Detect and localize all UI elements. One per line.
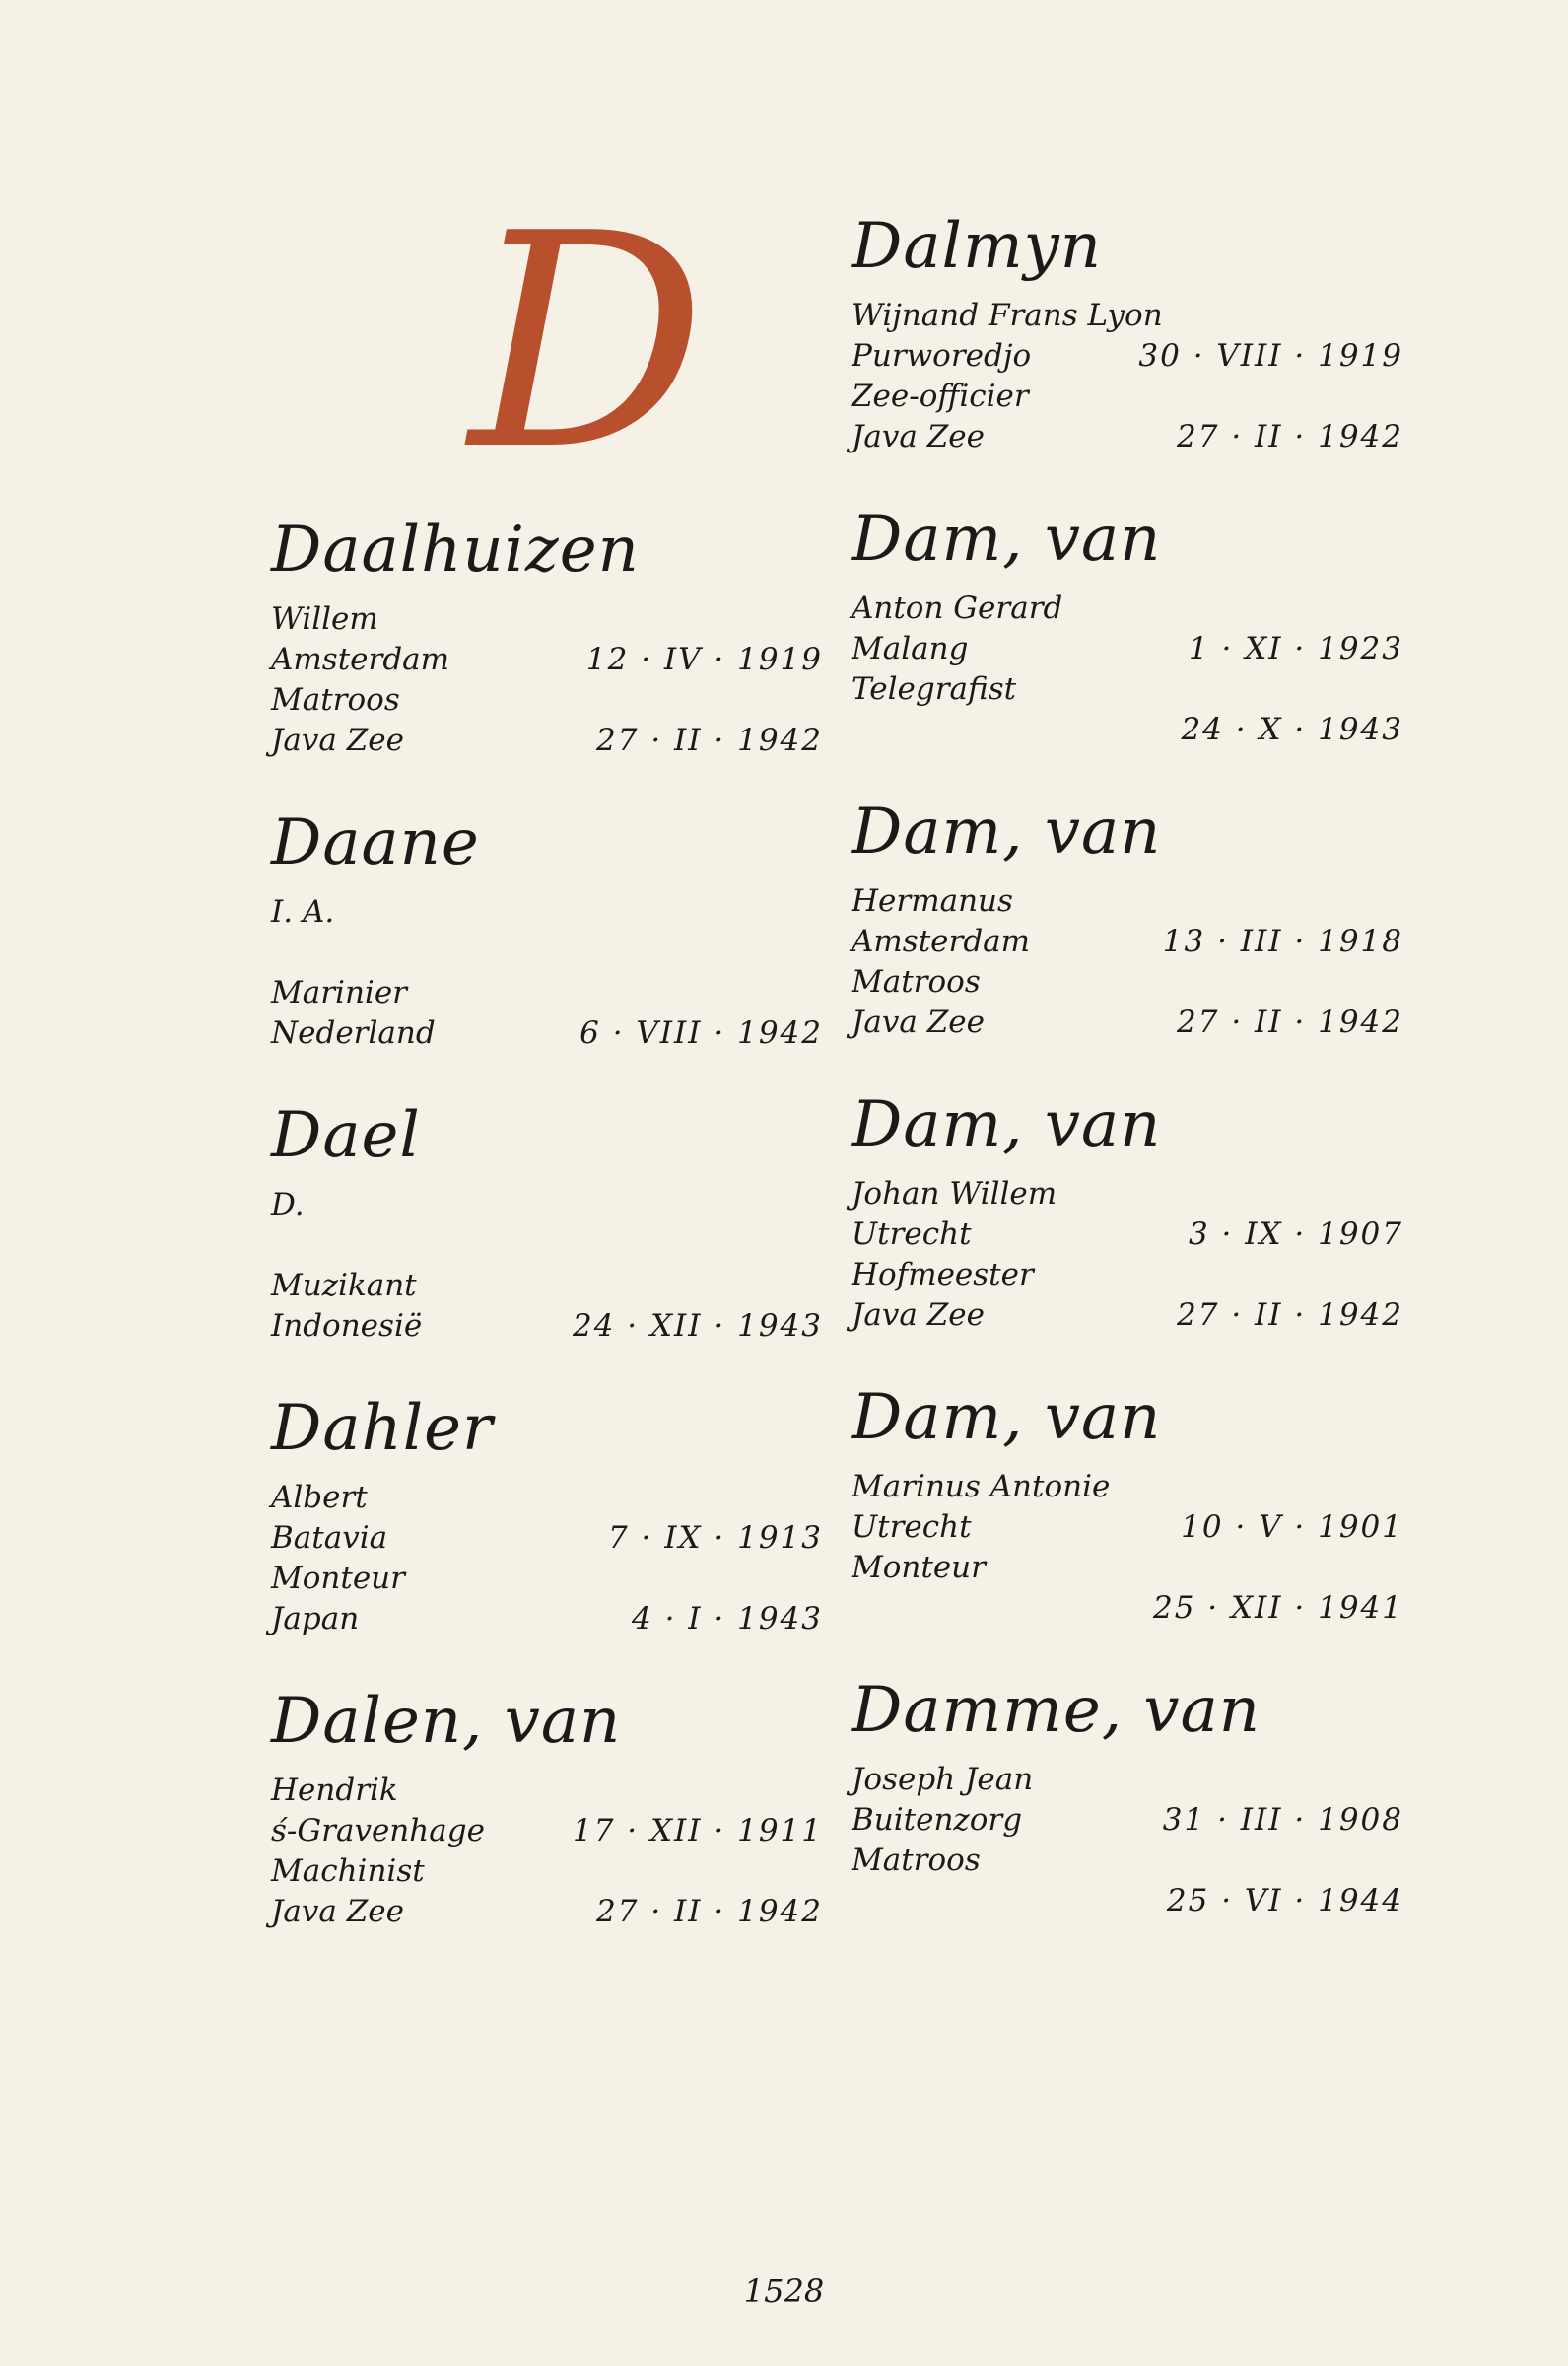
deathdate: 4 · I · 1943	[632, 1601, 823, 1636]
occupation-line	[852, 1255, 1403, 1295]
birthdate: 12 · IV · 1919	[585, 642, 823, 677]
given-names: I. A.	[271, 894, 335, 930]
deathplace: Java Zee	[852, 1005, 985, 1040]
occupation-line	[271, 680, 823, 721]
occupation-line	[852, 1841, 1403, 1881]
given-names-line	[271, 892, 823, 933]
name-entry	[852, 1083, 1403, 1376]
surname: Dael	[271, 1099, 421, 1172]
birthplace: ś-Gravenhage	[271, 1813, 485, 1848]
death-line	[852, 1295, 1403, 1336]
deathdate: 25 · XII · 1941	[1152, 1590, 1403, 1626]
deathplace: Java Zee	[852, 1297, 985, 1333]
given-names-line	[852, 1760, 1403, 1800]
death-line	[271, 721, 823, 761]
occupation: Hofmeester	[852, 1257, 1034, 1292]
surname: Dalen, van	[271, 1685, 622, 1758]
birth-line	[271, 1811, 823, 1851]
birth-line	[271, 1225, 823, 1266]
given-names: Joseph Jean	[852, 1762, 1034, 1797]
birthdate: 10 · V · 1901	[1181, 1509, 1403, 1545]
death-line	[271, 1013, 823, 1054]
name-entry	[271, 1387, 823, 1680]
birth-line	[271, 1518, 823, 1559]
deathplace: Java Zee	[271, 1894, 404, 1929]
given-names-line	[852, 296, 1403, 336]
birthplace: Batavia	[271, 1520, 388, 1556]
occupation-line	[852, 1548, 1403, 1588]
name-entry	[271, 1680, 823, 1973]
deathdate: 25 · VI · 1944	[1166, 1883, 1403, 1918]
given-names: Anton Gerard	[852, 591, 1063, 626]
birthplace: Buitenzorg	[852, 1802, 1023, 1838]
given-names: Hermanus	[852, 883, 1013, 919]
given-names-line	[852, 1174, 1403, 1215]
occupation: Matroos	[852, 1843, 981, 1878]
name-entry	[271, 801, 823, 1094]
occupation: Zee-officier	[852, 379, 1029, 414]
birth-line	[852, 629, 1403, 669]
birthplace: Utrecht	[852, 1509, 972, 1545]
name-entry	[852, 791, 1403, 1083]
occupation-line	[852, 962, 1403, 1003]
death-line	[852, 417, 1403, 457]
birthplace: Purworedjo	[852, 338, 1032, 374]
surname: Dahler	[271, 1392, 494, 1465]
name-entry	[271, 1094, 823, 1387]
right-column	[852, 205, 1403, 1962]
page-number: 1528	[743, 2272, 825, 2310]
birth-line	[271, 933, 823, 973]
death-line	[852, 1881, 1403, 1921]
given-names: D.	[271, 1187, 305, 1222]
birth-line	[271, 640, 823, 680]
surname: Daalhuizen	[271, 514, 640, 587]
deathdate: 27 · II · 1942	[596, 723, 823, 758]
given-names-line	[852, 1467, 1403, 1507]
deathplace: Indonesië	[271, 1308, 423, 1344]
birth-line	[852, 1507, 1403, 1548]
occupation-line	[271, 1851, 823, 1892]
occupation-line	[271, 1266, 823, 1306]
given-names-line	[271, 1478, 823, 1518]
deathdate: 27 · II · 1942	[1177, 1005, 1403, 1040]
birthdate: 1 · XI · 1923	[1188, 631, 1403, 666]
deathplace: Java Zee	[852, 419, 985, 454]
occupation: Telegrafist	[852, 671, 1017, 707]
name-entry	[852, 205, 1403, 498]
surname: Dam, van	[852, 1088, 1162, 1161]
occupation: Monteur	[852, 1550, 986, 1585]
occupation-line	[852, 669, 1403, 710]
deathplace: Japan	[271, 1601, 360, 1636]
given-names: Wijnand Frans Lyon	[852, 298, 1163, 333]
given-names: Hendrik	[271, 1773, 398, 1808]
death-line	[271, 1599, 823, 1639]
given-names-line	[852, 589, 1403, 629]
deathdate: 6 · VIII · 1942	[579, 1015, 823, 1051]
surname: Dalmyn	[852, 210, 1102, 283]
name-entry	[852, 498, 1403, 791]
name-entry	[852, 1376, 1403, 1669]
name-entry	[271, 509, 823, 801]
death-line	[852, 710, 1403, 750]
surname: Daane	[271, 806, 480, 879]
birthplace: Amsterdam	[271, 642, 450, 677]
given-names-line	[271, 1185, 823, 1225]
birth-line	[852, 1800, 1403, 1841]
birth-line	[852, 1215, 1403, 1255]
name-entry	[852, 1669, 1403, 1962]
death-line	[271, 1306, 823, 1347]
surname: Dam, van	[852, 503, 1162, 576]
given-names: Willem	[271, 601, 378, 637]
deathdate: 24 · X · 1943	[1181, 712, 1403, 747]
left-column	[271, 509, 823, 1973]
deathdate: 27 · II · 1942	[596, 1894, 823, 1929]
occupation-line	[271, 1559, 823, 1599]
birthdate: 3 · IX · 1907	[1188, 1217, 1403, 1252]
given-names: Albert	[271, 1480, 368, 1515]
birth-line	[852, 336, 1403, 377]
birthdate: 30 · VIII · 1919	[1138, 338, 1403, 374]
deathplace: Nederland	[271, 1015, 436, 1051]
birth-line	[852, 922, 1403, 962]
given-names: Johan Willem	[852, 1176, 1057, 1212]
given-names-line	[852, 881, 1403, 922]
birthplace: Malang	[852, 631, 969, 666]
birthdate: 31 · III · 1908	[1162, 1802, 1403, 1838]
birthdate: 17 · XII · 1911	[572, 1813, 823, 1848]
death-line	[852, 1003, 1403, 1043]
surname: Damme, van	[852, 1674, 1261, 1747]
surname: Dam, van	[852, 796, 1162, 869]
occupation: Marinier	[271, 975, 408, 1010]
occupation-line	[271, 973, 823, 1013]
deathdate: 24 · XII · 1943	[572, 1308, 823, 1344]
death-line	[852, 1588, 1403, 1629]
death-line	[271, 1892, 823, 1932]
deathplace: Java Zee	[271, 723, 404, 758]
birthplace: Amsterdam	[852, 924, 1031, 959]
decorated-initial: D	[469, 171, 707, 515]
occupation: Machinist	[271, 1853, 425, 1889]
occupation: Matroos	[271, 682, 400, 718]
birthdate: 13 · III · 1918	[1162, 924, 1403, 959]
given-names: Marinus Antonie	[852, 1469, 1111, 1504]
occupation-line	[852, 377, 1403, 417]
given-names-line	[271, 599, 823, 640]
occupation: Muzikant	[271, 1268, 417, 1303]
deathdate: 27 · II · 1942	[1177, 1297, 1403, 1333]
birthdate: 7 · IX · 1913	[607, 1520, 823, 1556]
deathdate: 27 · II · 1942	[1177, 419, 1403, 454]
given-names-line	[271, 1771, 823, 1811]
occupation: Monteur	[271, 1561, 405, 1596]
surname: Dam, van	[852, 1381, 1162, 1454]
birthplace: Utrecht	[852, 1217, 972, 1252]
occupation: Matroos	[852, 964, 981, 1000]
